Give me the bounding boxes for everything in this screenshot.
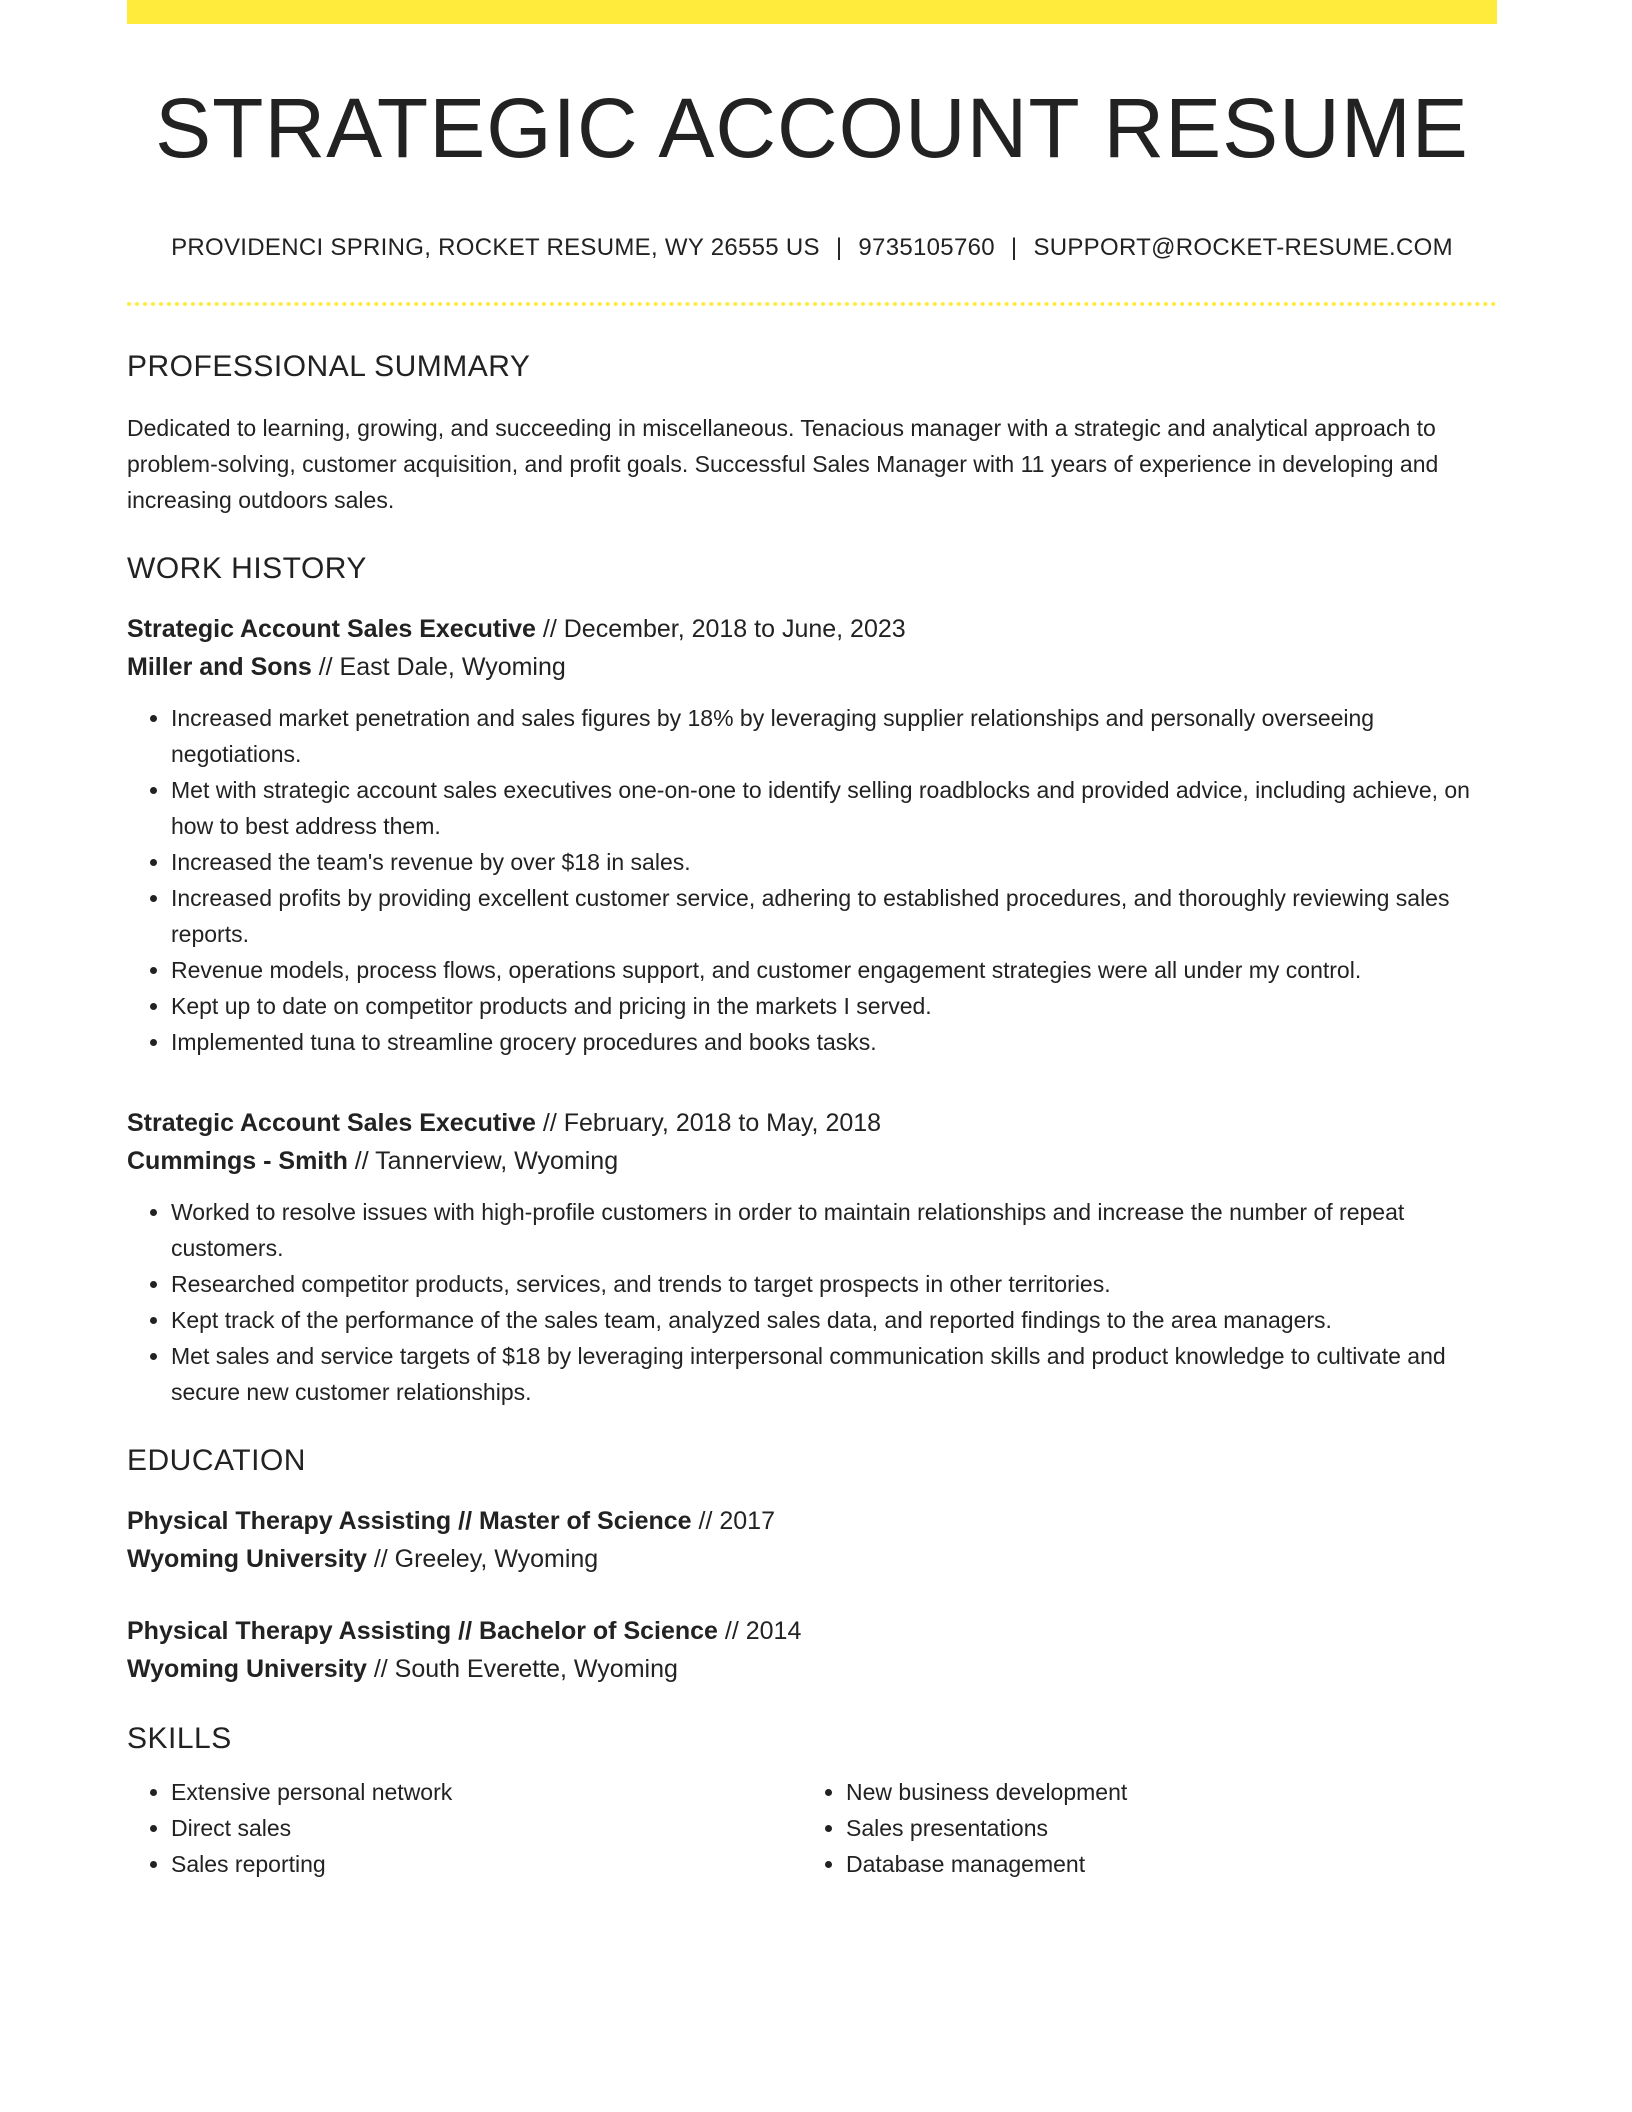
skills-heading: SKILLS	[127, 1722, 232, 1756]
degree-line	[127, 1502, 1497, 1540]
list-item: • Increased market penetration and sales figures by 18% by leveraging supplier relationships and personally overseeing negotiations.	[171, 700, 1497, 772]
job-bullet-list	[127, 1194, 1497, 1410]
page-title: STRATEGIC ACCOUNT RESUME	[155, 81, 1469, 175]
job-title: Strategic Account Sales Executive	[127, 615, 536, 644]
school-line	[127, 1540, 1497, 1578]
school-location: // South Everette, Wyoming	[366, 1655, 678, 1684]
list-item: • Increased the team's revenue by over $18 in sales.	[171, 844, 1497, 880]
accent-top-bar	[127, 0, 1497, 24]
job-entry	[127, 610, 1497, 1060]
list-item: • Met sales and service targets of $18 by leveraging interpersonal communication skills and product knowledge to cultivate and secure new customer relationships.	[171, 1338, 1497, 1410]
list-item: • Sales reporting	[171, 1846, 802, 1882]
degree-year: // 2017	[691, 1507, 775, 1536]
job-company-line	[127, 648, 1497, 686]
resume-page	[127, 0, 1497, 1882]
work-history-heading: WORK HISTORY	[127, 552, 367, 586]
contact-phone[interactable]: 9735105760	[858, 234, 995, 262]
list-item: • Met with strategic account sales executives one-on-one to identify selling roadblocks and provided advice, including achieve, on how to best address them.	[171, 772, 1497, 844]
job-title: Strategic Account Sales Executive	[127, 1109, 536, 1138]
list-item: • New business development	[846, 1774, 1477, 1810]
job-location: // Tannerview, Wyoming	[347, 1147, 619, 1176]
contact-line	[127, 234, 1497, 262]
list-item: • Kept track of the performance of the sales team, analyzed sales data, and reported findings to the area managers.	[171, 1302, 1497, 1338]
education-entry	[127, 1502, 1497, 1578]
school: Wyoming University	[127, 1545, 367, 1574]
skills-column-right	[802, 1774, 1477, 1882]
list-item: • Increased profits by providing excellent customer service, adhering to established procedures, and thoroughly reviewing sales reports.	[171, 880, 1497, 952]
job-bullet-list	[127, 700, 1497, 1060]
school-line	[127, 1650, 1497, 1688]
skills-grid	[127, 1774, 1497, 1882]
list-item: • Implemented tuna to streamline grocery procedures and books tasks.	[171, 1024, 1497, 1060]
summary-text: Dedicated to learning, growing, and succeeding in miscellaneous. Tenacious manager with a strategic and analytical approach to problem-solving, customer acquisition, and profit goals. Successful Sales Manager with 11 years of experience in developing and increasing outdoors sales.	[127, 415, 1439, 514]
list-item: • Sales presentations	[846, 1810, 1477, 1846]
degree: Physical Therapy Assisting // Master of Science	[127, 1507, 692, 1536]
degree: Physical Therapy Assisting // Bachelor of Science	[127, 1617, 718, 1646]
job-company: Cummings - Smith	[127, 1147, 348, 1176]
contact-separator: |	[1010, 234, 1018, 262]
contact-email[interactable]: SUPPORT@ROCKET-RESUME.COM	[1033, 234, 1453, 262]
dotted-divider	[127, 302, 1497, 306]
contact-separator: |	[835, 234, 843, 262]
job-company: Miller and Sons	[127, 653, 312, 682]
degree-year: // 2014	[717, 1617, 802, 1646]
list-item: • Worked to resolve issues with high-profile customers in order to maintain relationships and increase the number of repeat customers.	[171, 1194, 1497, 1266]
job-dates: // December, 2018 to June, 2023	[535, 615, 906, 644]
list-item: • Direct sales	[171, 1810, 802, 1846]
job-location: // East Dale, Wyoming	[311, 653, 566, 682]
job-title-line	[127, 1104, 1497, 1142]
education-entry	[127, 1612, 1497, 1688]
summary-heading: PROFESSIONAL SUMMARY	[127, 350, 531, 384]
job-company-line	[127, 1142, 1497, 1180]
degree-line	[127, 1612, 1497, 1650]
contact-address: PROVIDENCI SPRING, ROCKET RESUME, WY 26555 US	[171, 234, 820, 262]
list-item: • Extensive personal network	[171, 1774, 802, 1810]
list-item: • Database management	[846, 1846, 1477, 1882]
school-location: // Greeley, Wyoming	[366, 1545, 599, 1574]
list-item: • Revenue models, process flows, operations support, and customer engagement strategies were all under my control.	[171, 952, 1497, 988]
skills-column-left	[127, 1774, 802, 1882]
job-title-line	[127, 610, 1497, 648]
school: Wyoming University	[127, 1655, 367, 1684]
list-item: • Researched competitor products, services, and trends to target prospects in other territories.	[171, 1266, 1497, 1302]
job-entry	[127, 1104, 1497, 1410]
list-item: • Kept up to date on competitor products and pricing in the markets I served.	[171, 988, 1497, 1024]
job-dates: // February, 2018 to May, 2018	[535, 1109, 882, 1138]
education-heading: EDUCATION	[127, 1444, 306, 1478]
